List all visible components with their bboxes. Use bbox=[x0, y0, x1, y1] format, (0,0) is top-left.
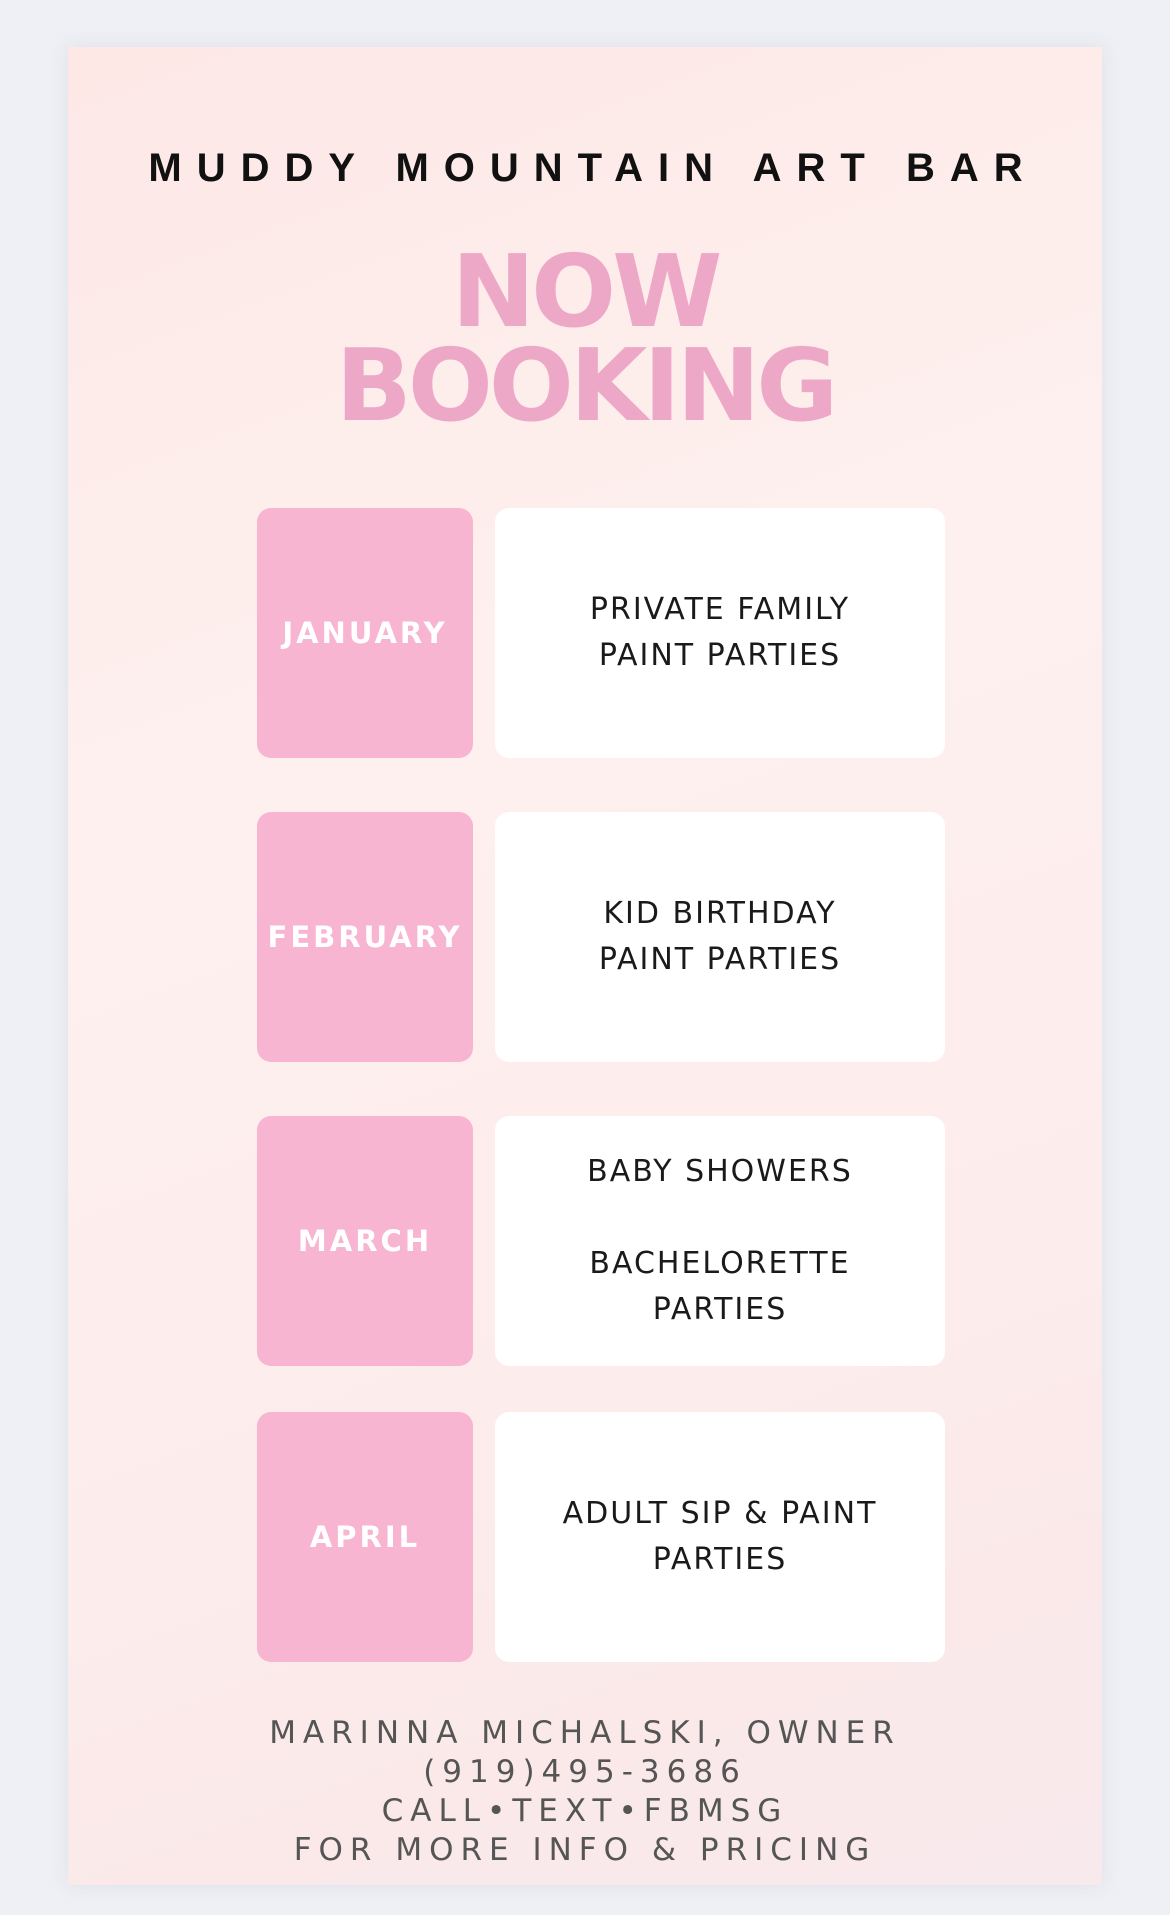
info-note: FOR MORE INFO & PRICING bbox=[293, 1832, 877, 1868]
schedule-row-february bbox=[0, 812, 1170, 1062]
headline-booking: BOOKING bbox=[335, 327, 835, 444]
month-label: JANUARY bbox=[257, 508, 473, 758]
month-label: MARCH bbox=[257, 1116, 473, 1366]
schedule-row-april bbox=[0, 1412, 1170, 1662]
schedule-row-march bbox=[0, 1116, 1170, 1366]
headline-now: NOW bbox=[451, 233, 719, 350]
event-description: KID BIRTHDAY PAINT PARTIES bbox=[495, 812, 945, 1062]
phone-number[interactable]: (919)495-3686 bbox=[423, 1754, 747, 1790]
brand-title: MUDDY MOUNTAIN ART BAR bbox=[148, 146, 1038, 190]
event-description: BABY SHOWERS BACHELORETTE PARTIES bbox=[495, 1116, 945, 1366]
schedule-row-january bbox=[0, 508, 1170, 758]
contact-methods: CALL•TEXT•FBMSG bbox=[381, 1793, 789, 1829]
event-description: ADULT SIP & PAINT PARTIES bbox=[495, 1412, 945, 1662]
month-label: APRIL bbox=[257, 1412, 473, 1662]
event-description: PRIVATE FAMILY PAINT PARTIES bbox=[495, 508, 945, 758]
month-label: FEBRUARY bbox=[257, 812, 473, 1062]
owner-name: MARINNA MICHALSKI, OWNER bbox=[269, 1715, 901, 1751]
